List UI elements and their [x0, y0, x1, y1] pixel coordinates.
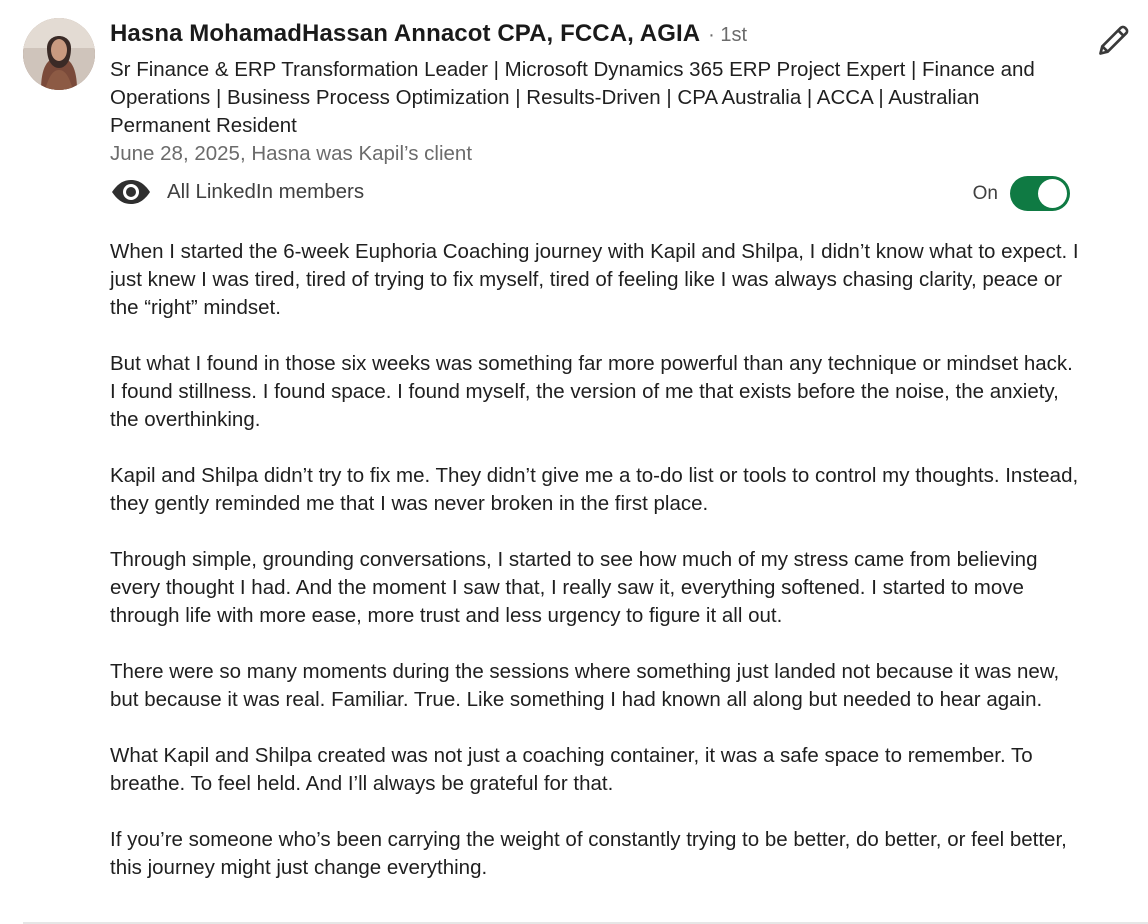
- eye-icon: [110, 178, 152, 206]
- visibility-toggle[interactable]: [1010, 176, 1070, 211]
- paragraph: When I started the 6-week Euphoria Coaching journey with Kapil and Shilpa, I didn’t know what to expect. I just knew I was tired, tired of trying to fix myself, tired of feeling like I was always chasing clarity, peace or the “right” mindset.: [110, 240, 1079, 319]
- author-row: [110, 20, 1090, 54]
- recommendation-content: [110, 20, 1090, 910]
- paragraph: Kapil and Shilpa didn’t try to fix me. They didn’t give me a to-do list or tools to control my thoughts. Instead, they gently reminded me that I was never broken in the first place.: [110, 464, 1079, 515]
- toggle-label: On: [972, 182, 998, 204]
- paragraph: There were so many moments during the sessions where something just landed not because it was new, but because it was real. Familiar. True. Like something I had known all along but needed to hear again.: [110, 660, 1060, 711]
- recommendation-meta: June 28, 2025, Hasna was Kapil’s client: [110, 142, 473, 165]
- visibility-row: [110, 170, 1070, 214]
- author-name[interactable]: Hasna MohamadHassan Annacot CPA, FCCA, AGIA: [110, 20, 701, 47]
- visibility-label: All LinkedIn members: [167, 180, 365, 203]
- avatar-photo-icon: [23, 18, 95, 90]
- edit-button[interactable]: [1094, 20, 1134, 60]
- toggle-knob: [1038, 179, 1067, 208]
- avatar[interactable]: [23, 18, 95, 90]
- visibility-toggle-group: [973, 176, 1070, 211]
- paragraph: If you’re someone who’s been carrying the weight of constantly trying to be better, do better, or feel better, this journey might just change everything.: [110, 828, 1067, 879]
- paragraph: Through simple, grounding conversations, I started to see how much of my stress came from believing every thought I had. And the moment I saw that, I really saw it, everything softened. I started to move through life with more ease, more trust and less urgency to figure it all out.: [110, 548, 1038, 627]
- author-headline: Sr Finance & ERP Transformation Leader | Microsoft Dynamics 365 ERP Project Expert | Finance and Operations | Business Process Optimization | Results-Driven | CPA Australia | ACCA | Australian Permanent Resident: [110, 58, 1035, 137]
- recommendation-body: [110, 238, 1080, 882]
- paragraph: But what I found in those six weeks was something far more powerful than any technique or mindset hack. I found stillness. I found space. I found myself, the version of me that exists before the noise, the anxiety, the overthinking.: [110, 352, 1073, 431]
- pencil-icon: [1096, 22, 1132, 58]
- paragraph: What Kapil and Shilpa created was not just a coaching container, it was a safe space to remember. To breathe. To feel held. And I’ll always be grateful for that.: [110, 744, 1033, 795]
- connection-degree: · 1st: [708, 24, 748, 46]
